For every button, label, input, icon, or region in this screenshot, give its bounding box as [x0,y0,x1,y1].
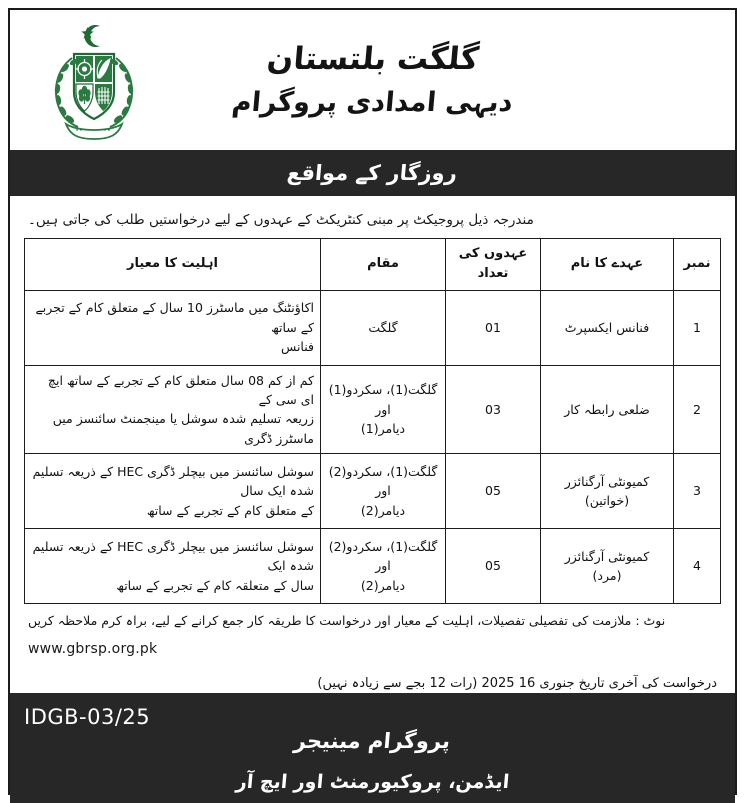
organization-name-line1: گلگت بلتستان [265,41,480,78]
cell-serial: 1 [674,290,721,365]
eligibility-line: سوشل سائنسز میں بیچلر ڈگری HEC کے ذریعہ تسلیم شدہ ایک سال [32,463,314,499]
masthead [10,10,735,150]
cell-post-count: 03 [446,365,541,454]
jobs-table-head [25,239,721,290]
eligibility-line: کم از کم 08 سال متعلق کام کے تجربے کے ساتھ ایچ ای سی کے [47,372,314,407]
cell-post-name: ضلعی رابطہ کار [541,365,674,454]
location-line: دیامر(1) [360,420,406,436]
location-line: گلگت(1)، سکردو(1) اور [328,382,438,417]
cell-post-name [541,529,674,604]
cell-post-name [541,454,674,529]
table-row [25,290,721,365]
post-name-line: کمیونٹی آرگنائزر [564,473,650,489]
eligibility-line: اکاؤنٹنگ میں ماسٹرز 10 سال کے متعلق کام کے تجربے کے ساتھ [35,300,314,335]
application-deadline: درخواست کی آخری تاریخ جنوری 16 2025 (رات 12 بجے سے زیادہ نہیں) [317,675,717,691]
post-name-line: (مرد) [592,568,622,584]
cell-eligibility [25,365,321,454]
cell-post-name: فنانس ایکسپرٹ [541,290,674,365]
pakistan-state-emblem-icon [38,18,150,142]
cell-location [321,365,446,454]
header-post-name: عہدے کا نام [541,239,674,290]
cell-serial: 2 [674,365,721,454]
post-name-line: (خواتین) [584,493,630,509]
cell-post-count: 01 [446,290,541,365]
signatory-department: ایڈمن، پروکیورمنٹ اور ایچ آر [234,770,511,793]
table-row [25,365,721,454]
footer [10,693,735,803]
header-serial: نمبر [674,239,721,290]
location-line: دیامر(2) [360,502,406,518]
reference-code: IDGB-03/25 [24,704,151,729]
cell-eligibility [25,454,321,529]
advertisement-sheet [8,8,737,795]
header-location: مقام [321,239,446,290]
intro-text: مندرجہ ذیل پروجیکٹ پر مبنی کنٹریکٹ کے عہدوں کے لیے درخواستیں طلب کی جاتی ہیں۔ [28,212,534,228]
header-post-count: عہدوں کی تعداد [446,239,541,290]
jobs-table [24,238,721,604]
table-header-row [25,239,721,290]
cell-serial: 4 [674,529,721,604]
table-row [25,454,721,529]
organization-name-line2: دیہی امدادی پروگرام [230,86,515,118]
note-text: نوٹ : ملازمت کی تفصیلی تفصیلات، اہلیت کے معیار اور درخواست کا طریقہ کار جمع کرانے کے لیے، براہ کرم ملاحظہ کریں [28,613,666,629]
body-area [10,196,735,693]
cell-location: گلگت [321,290,446,365]
eligibility-line: زریعہ تسلیم شدہ سوشل یا مینجمنٹ سائنسز میں ماسٹرز ڈگری [52,411,314,446]
location-line: دیامر(2) [360,577,406,593]
cell-post-count: 05 [446,529,541,604]
location-line: گلگت(1)، سکردو(2) اور [328,463,438,499]
employment-opportunities-banner [10,150,735,196]
cell-eligibility [25,290,321,365]
eligibility-line: فنانس [281,339,314,355]
header-eligibility: اہلیت کا معیار [25,239,321,290]
links-row [24,633,721,693]
cell-serial: 3 [674,454,721,529]
location-line: گلگت(1)، سکردو(2) اور [328,538,438,574]
eligibility-line: کے متعلق کام کے تجربے کے ساتھ [146,502,314,518]
banner-title: روزگار کے مواقع [286,161,459,185]
cell-post-count: 05 [446,454,541,529]
signatory-title: پروگرام مینیجر [293,728,452,753]
eligibility-line: سوشل سائنسز میں بیچلر ڈگری HEC کے ذریعہ تسلیم شدہ ایک [32,538,314,574]
jobs-table-body [25,290,721,604]
post-name-line: کمیونٹی آرگنائزر [564,548,650,564]
eligibility-line: سال کے متعلقہ کام کے تجربے کے ساتھ [116,577,314,593]
website-link[interactable]: www.gbrsp.org.pk [28,640,158,657]
table-row [25,529,721,604]
cell-location [321,454,446,529]
cell-eligibility [25,529,321,604]
cell-location [321,529,446,604]
